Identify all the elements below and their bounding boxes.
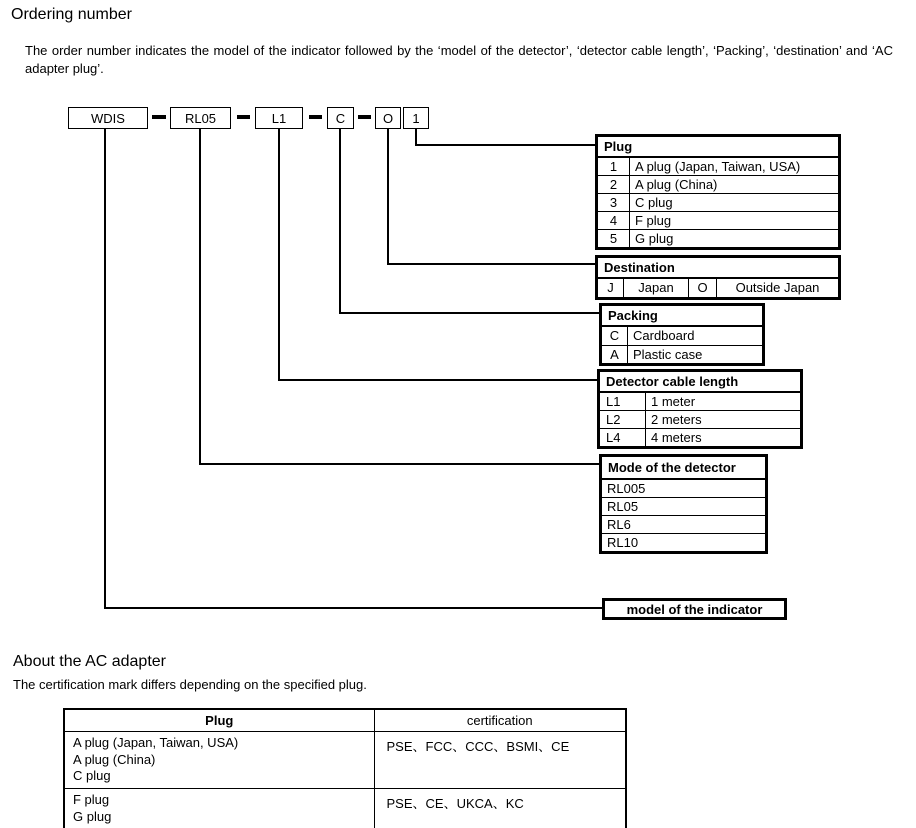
table-row [597,230,840,249]
table-row [597,157,840,176]
connector-plug [416,129,596,145]
packing-label: Cardboard [628,326,764,345]
plug-code: 4 [597,212,630,230]
packing-code: A [601,345,628,364]
table-row [597,194,840,212]
code-segment-detector: RL05 [170,107,231,129]
ac-adapter-title: About the AC adapter [13,653,166,670]
destination-code: O [689,278,717,298]
ac-certification-cell: PSE、FCC、CCC、BSMI、CE [374,732,626,789]
ac-plug-line: F plug [73,792,110,807]
code-separator-dash [152,115,166,119]
plug-code: 2 [597,176,630,194]
cable-code: L4 [599,429,646,448]
table-row [601,326,764,345]
plug-label: A plug (Japan, Taiwan, USA) [630,157,840,176]
plug-label: A plug (China) [630,176,840,194]
cable-code: L2 [599,411,646,429]
detector-mode: RL6 [601,515,767,533]
cable-label: 4 meters [646,429,802,448]
code-separator-dash [309,115,322,119]
detector-mode-table-title: Mode of the detector [601,456,767,479]
plug-label: C plug [630,194,840,212]
ac-plug-line: A plug (Japan, Taiwan, USA) [73,735,239,750]
ac-plug-line: G plug [73,808,112,824]
ac-certification-cell: PSE、CE、UKCA、KC [374,789,626,828]
connector-destination [388,129,596,264]
destination-label: Japan [624,278,689,298]
ac-plug-line: C plug [73,768,111,783]
connector-indicator-model [105,129,603,608]
detector-mode-table [599,454,768,554]
destination-code: J [597,278,624,298]
cable-length-table [597,369,803,449]
table-row [599,411,802,429]
connector-detector-model [200,129,600,464]
detector-mode: RL10 [601,533,767,552]
connector-cable-length [279,129,598,380]
code-segment-destination: O [375,107,401,129]
table-row [597,176,840,194]
indicator-model-box: model of the indicator [602,598,787,620]
ac-adapter-table [63,708,627,828]
table-row [601,515,767,533]
plug-code: 1 [597,157,630,176]
detector-mode: RL005 [601,479,767,498]
packing-label: Plastic case [628,345,764,364]
destination-table [595,255,841,300]
code-segment-packing: C [327,107,354,129]
table-row [601,479,767,498]
ac-plug-cell [64,732,374,789]
plug-table-title: Plug [597,136,840,158]
ac-plug-line: A plug (China) [73,751,156,767]
table-row [601,345,764,364]
code-segment-indicator: WDIS [68,107,148,129]
destination-label: Outside Japan [717,278,840,298]
plug-label: F plug [630,212,840,230]
intro-paragraph: The order number indicates the model of the indicator followed by the ‘model of the detector’, ‘detector cable length’, ‘Packing’, ‘destination’ and ‘AC adapter plug’. [25,43,893,76]
page-title: Ordering number [11,6,132,23]
packing-table [599,303,765,366]
cable-label: 1 meter [646,392,802,411]
table-row [64,789,626,828]
ac-adapter-subtitle: The certification mark differs depending on the specified plug. [13,677,367,692]
plug-label: G plug [630,230,840,249]
table-row [601,533,767,552]
code-separator-dash [237,115,250,119]
ac-col-header-certification: certification [374,709,626,732]
table-row [64,732,626,789]
cable-length-table-title: Detector cable length [599,371,802,393]
packing-code: C [601,326,628,345]
table-row [597,278,840,298]
plug-table [595,134,841,250]
ac-col-header-plug: Plug [64,709,374,732]
connector-packing [340,129,600,313]
table-row [599,392,802,411]
code-separator-dash [358,115,371,119]
cable-label: 2 meters [646,411,802,429]
ac-plug-cell [64,789,374,828]
destination-table-title: Destination [597,257,840,279]
packing-table-title: Packing [601,305,764,327]
table-row [601,497,767,515]
table-row [599,429,802,448]
code-segment-plug: 1 [403,107,429,129]
plug-code: 5 [597,230,630,249]
cable-code: L1 [599,392,646,411]
table-row [597,212,840,230]
plug-code: 3 [597,194,630,212]
table-header-row [64,709,626,732]
code-segment-cable-length: L1 [255,107,303,129]
detector-mode: RL05 [601,497,767,515]
